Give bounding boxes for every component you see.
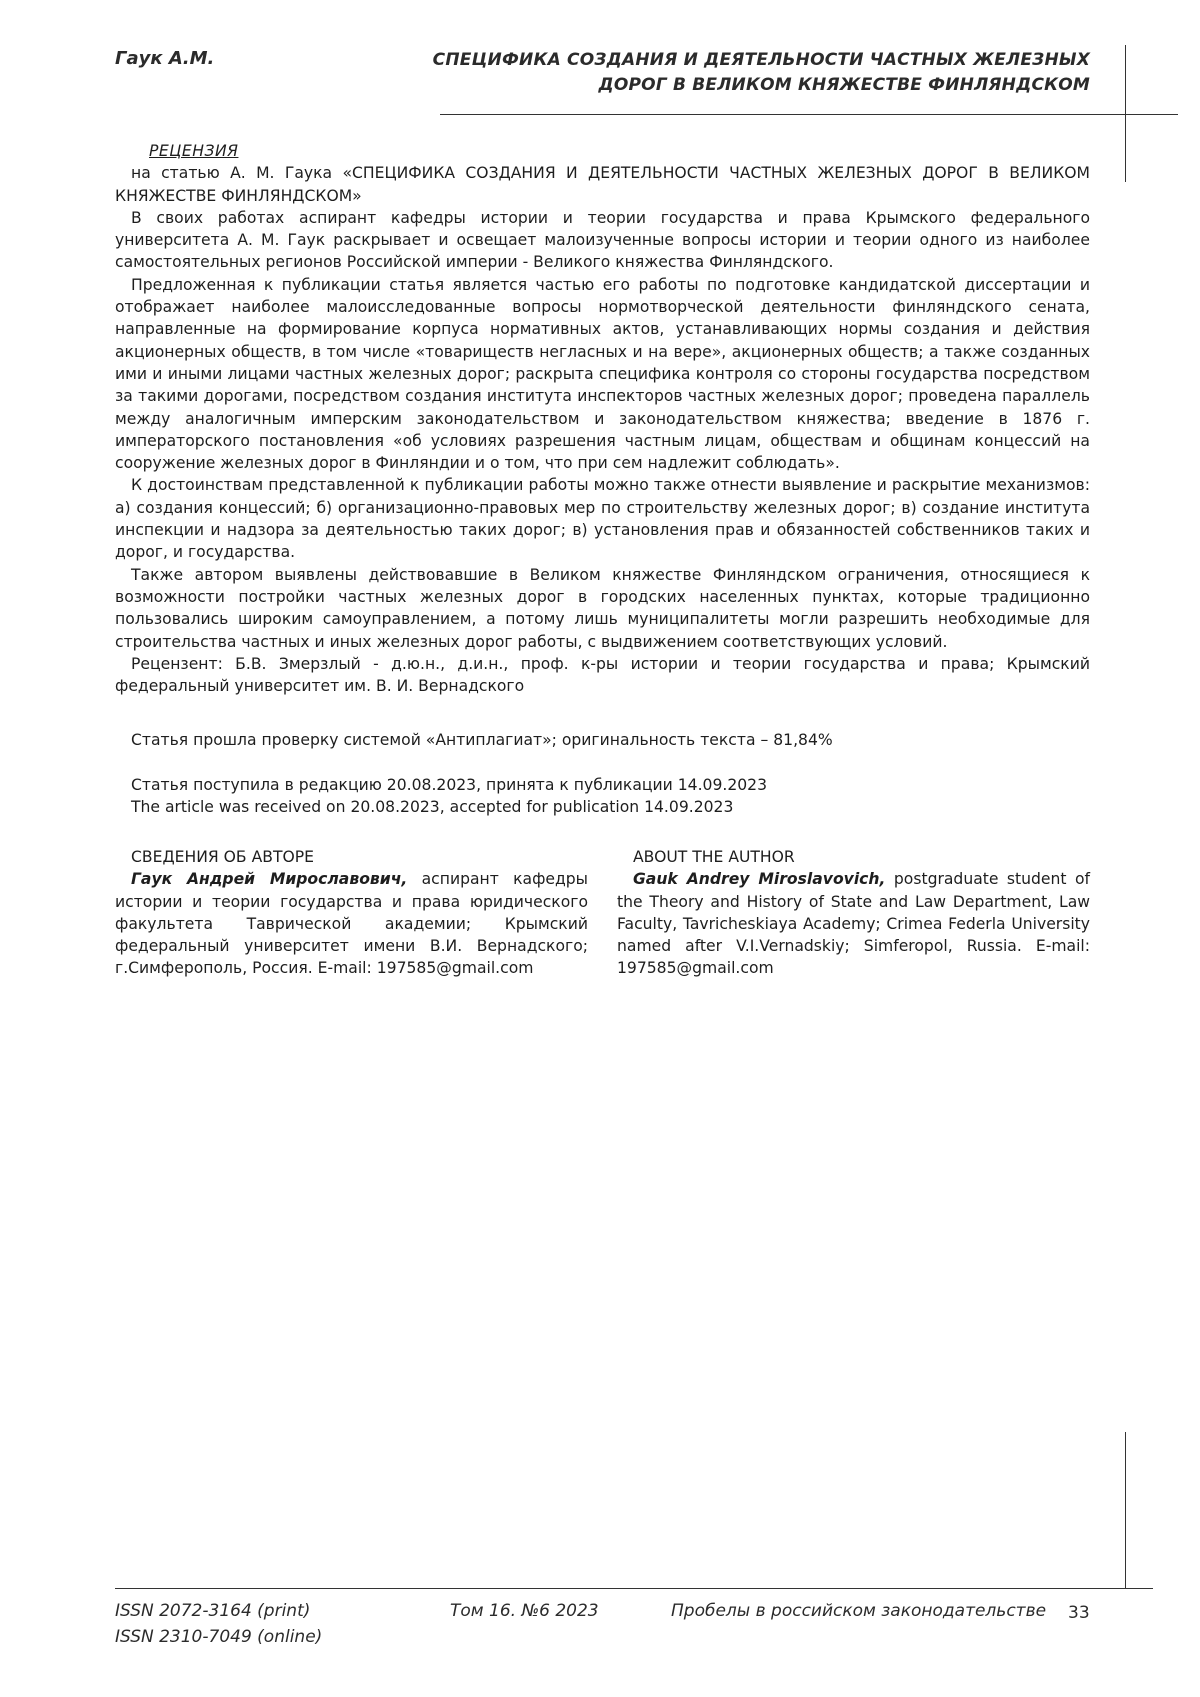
- author-info-ru: [115, 846, 588, 980]
- footer-rule-vertical: [1125, 1432, 1126, 1589]
- running-head-title: [430, 48, 1090, 98]
- author-section-title-ru: СВЕДЕНИЯ ОБ АВТОРЕ: [131, 846, 588, 868]
- author-name-ru: Гаук Андрей Мирославович,: [131, 870, 407, 888]
- review-paragraph-3: К достоинствам представленной к публикации работы можно также отнести выявление и раскрытие механизмов: а) создания концессий; б) организационно-правовых мер по строительству железных дорог; в) создание института инспекции и надзора за деятельностью таких дорог; в) установления прав и обязанностей собственников таких и дорог, и государства.: [115, 474, 1090, 563]
- review-section: [115, 140, 1090, 697]
- review-paragraph-2: Предложенная к публикации статья является частью его работы по подготовке кандидатской диссертации и отображает наиболее малоисследованные вопросы нормотворческой деятельности финляндского сената, направленные на формирование корпуса нормативных актов, устанавливающих нормы создания и действия акционерных обществ, в том числе «товариществ негласных и на вере», акционерных обществ; а также созданных ими и иными лицами частных железных дорог; раскрыта специфика контроля со стороны государства посредством за такими дорогами, посредством создания института инспекторов частных железных дорог; проведена параллель между аналогичным имперским законодательством и законодательством княжества; введение в 1876 г. императорского постановления «об условиях разрешения частным лицам, обществам и общинам концессий на сооружение железных дорог в Финляндии и о том, что при сем надлежит соблюдать».: [115, 274, 1090, 475]
- received-en: The article was received on 20.08.2023, accepted for publication 14.09.2023: [131, 796, 767, 818]
- footer-issn: [115, 1598, 322, 1650]
- footer-journal-title: Пробелы в российском законодательстве: [671, 1598, 1046, 1624]
- author-info-en: [617, 846, 1090, 980]
- received-dates: [131, 774, 767, 819]
- running-head-title-line2: ДОРОГ В ВЕЛИКОМ КНЯЖЕСТВЕ ФИНЛЯНДСКОМ: [430, 73, 1090, 98]
- header-rule-horizontal: [440, 114, 1178, 115]
- author-name-en: Gauk Andrey Miroslavovich,: [633, 870, 885, 888]
- issn-print: ISSN 2072-3164 (print): [115, 1598, 322, 1624]
- page-number: 33: [1068, 1600, 1090, 1626]
- footer-volume: Том 16. №6 2023: [450, 1598, 599, 1624]
- review-paragraph-4: Также автором выявлены действовавшие в Великом княжестве Финляндском ограничения, относящиеся к возможности постройки частных железных дорог в городских населенных пунктах, которые традиционно пользовались широким самоуправлением, а потому лишь муниципалитеты могли разрешить необходимые для строительства частных и иных железных дорог работы, с выдвижением соответствующих условий.: [115, 564, 1090, 653]
- antiplagiat-text: Статья прошла проверку системой «Антиплагиат»; оригинальность текста – 81,84%: [131, 729, 833, 751]
- review-title: РЕЦЕНЗИЯ: [149, 140, 238, 162]
- review-paragraph-1: В своих работах аспирант кафедры истории и теории государства и права Крымского федерального университета А. М. Гаук раскрывает и освещает малоизученные вопросы истории и теории одного из наиболее самостоятельных регионов Российской империи - Великого княжества Финляндского.: [115, 207, 1090, 274]
- footer-rule-horizontal: [115, 1588, 1153, 1589]
- reviewer-info: Рецензент: Б.В. Змерзлый - д.ю.н., д.и.н., проф. к-ры истории и теории государства и права; Крымский федеральный университет им. В. И. Вернадского: [115, 653, 1090, 698]
- author-section-title-en: ABOUT THE AUTHOR: [633, 846, 1090, 868]
- issn-online: ISSN 2310-7049 (online): [115, 1624, 322, 1650]
- review-subtitle: на статью А. М. Гаука «СПЕЦИФИКА СОЗДАНИЯ И ДЕЯТЕЛЬНОСТИ ЧАСТНЫХ ЖЕЛЕЗНЫХ ДОРОГ В ВЕЛИКОМ КНЯЖЕСТВЕ ФИНЛЯНДСКОМ»: [115, 162, 1090, 207]
- author-text-en: postgraduate student of the Theory and History of State and Law Department, Law Faculty, Tavricheskiaya Academy; Crimea Federla University named after V.I.Vernadskiy; Simferopol, Russia. E-mail: 197585@gmail.com: [617, 870, 1090, 977]
- running-head-title-line1: СПЕЦИФИКА СОЗДАНИЯ И ДЕЯТЕЛЬНОСТИ ЧАСТНЫХ ЖЕЛЕЗНЫХ: [430, 48, 1090, 73]
- author-text-ru: аспирант кафедры истории и теории государства и права юридического факультета Таврической академии; Крымский федеральный университет имени В.И. Вернадского; г.Симферополь, Россия. E-mail: 197585@gmail.com: [115, 870, 588, 977]
- author-bio-en: [617, 868, 1090, 979]
- author-bio-ru: [115, 868, 588, 979]
- header-rule-vertical: [1125, 45, 1126, 182]
- received-ru: Статья поступила в редакцию 20.08.2023, принята к публикации 14.09.2023: [131, 774, 767, 796]
- running-head-author: Гаук А.М.: [115, 48, 214, 69]
- antiplagiat-note: [131, 729, 833, 751]
